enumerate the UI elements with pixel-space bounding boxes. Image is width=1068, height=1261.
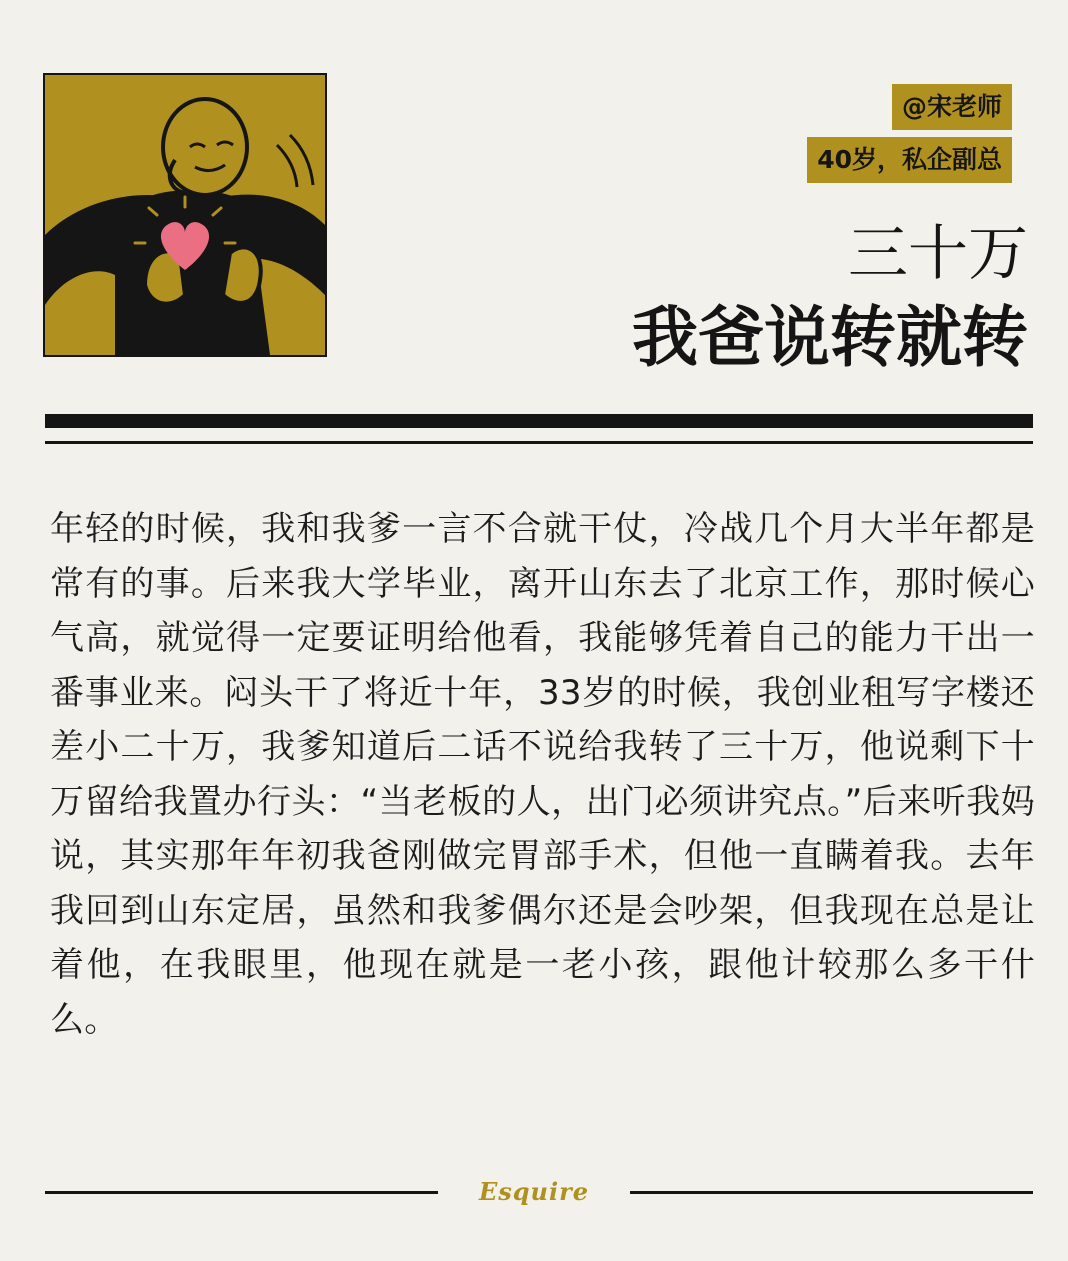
divider-thin: [45, 441, 1033, 444]
divider-thick: [45, 414, 1033, 428]
headline-line-1: 三十万: [848, 219, 1028, 289]
author-description: 40岁，私企副总: [807, 137, 1012, 183]
heart-illustration-icon: [45, 75, 325, 355]
headline-line-2: 我爸说转就转: [632, 298, 1028, 376]
esquire-logo: Esquire: [478, 1177, 590, 1206]
man-holding-heart-illustration: [43, 73, 327, 357]
footer-rule-right: [630, 1191, 1033, 1194]
story-paragraph: 年轻的时候，我和我爹一言不合就干仗，冷战几个月大半年都是常有的事。后来我大学毕业，离开山东去了北京工作，那时候心气高，就觉得一定要证明给他看，我能够凭着自己的能力干出一番事业来。闷头干了将近十年，33岁的时候，我创业租写字楼还差小二十万，我爹知道后二话不说给我转了三十万，他说剩下十万留给我置办行头：“当老板的人，出门必须讲究点。”后来听我妈说，其实那年年初我爸刚做完胃部手术，但他一直瞒着我。去年我回到山东定居，虽然和我爹偶尔还是会吵架，但我现在总是让着他，在我眼里，他现在就是一老小孩，跟他计较那么多干什么。: [50, 509, 1035, 1040]
author-handle: @宋老师: [892, 84, 1012, 130]
footer-rule-left: [45, 1191, 438, 1194]
